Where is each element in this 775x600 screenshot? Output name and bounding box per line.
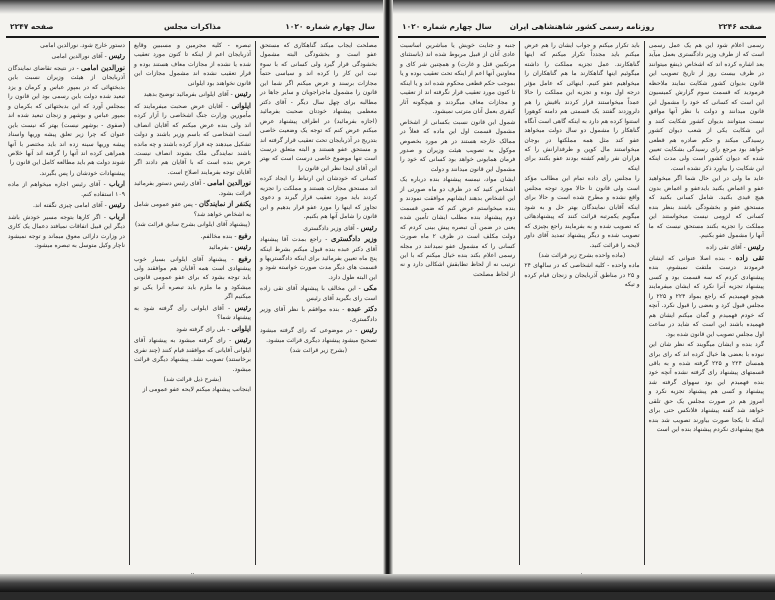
speaker-name: دکتر عبده [347,304,377,314]
paragraph-text: اگر کارها بتوجه مسیر خودش باشد دیگر این قبیل اتفاقات نمیافتد دعمال یک کاری در وزارت دارائی معوق میماند و توجه نمیشود ناچار وکیل متوسل به تبصره میشود. [8,213,125,250]
paragraph-text: را مجلس رأی داده تمام این مطالب مؤکد است ولی قانون تا حالا مورد توجه مجلس واقع نشده و مطرح شده است و حالا برای اینکه آقایان نمایندگان بهتر حل و به شود میگویم یکمرتبه قرائت کنند که پیشنهادهائی که تصویب شده و به بفرمایند راجع بچیزی که تصویب شده و دیگر پیشنهاد تمدید آقای داور لایحه را قرائت کنید. [524,175,640,249]
paragraph-text: دستور خارج شود. نورالدین امامی [40,42,125,49]
speaker-paragraph: رفیع - پیشنهاد آقای ایلوانی بسیار خوب پیشنهادی است همه آقایان هم موافقند ولی باید توجه بشود که برای عفو عمومی قانونی میشکود و ما ملزم باید تبصره آنرا یکی تو میکنیم اگر [134,253,251,301]
right-header-title: روزنامه رسمی کشور شاهنشاهی ایران [509,22,655,31]
scan-bottom-edge [0,574,775,592]
book-gutter [383,0,393,592]
paragraph [524,251,639,260]
speaker-paragraph: ارباب - اگر کارها بتوجه مسیر خودش باشد دیگر این قبیل اتفاقات نمیافتد دعمال یک کاری در وزارت دارائی معوق میماند و توجه نمیشود ناچار وکیل متوسل به تبصره میشود. [8,211,125,250]
paragraph [8,41,125,50]
left-page [4,14,381,579]
speaker-paragraph: رئیس - آقای ایلوانی رأی گرفته شود به پیشنهاد شما؟ [134,302,251,322]
paragraph-text: (بشرح ذیل قرائت شد) [163,375,222,383]
paragraph [134,375,251,384]
text-column [520,41,644,565]
speaker-name: وزیر دادگستری [331,234,378,244]
text-column [396,41,520,565]
paragraph-text: عاید ما ولی در این حال شما اگر میخواهید عفو و اغماض بکنید بایدعفو و اغماض بدون هیچ قیدی بکنید. شامل کسانی بکنید که مستحق عفو و بخشودگی باشند بنظر بنده کسانی که لزومی نیست میخواستند این مملکت را تجزیه بکنند مستحق نیست که ما آنها را مشمول عفو بکنیم. [648,175,764,240]
paragraph [400,41,515,117]
paragraph [134,41,251,88]
left-header-page-label: صفحه ۲۲۴۷ [10,22,54,31]
speaker-name: ارباب [109,179,125,189]
right-page-header [396,20,768,36]
header-rule [6,36,379,38]
speaker-paragraph: تقی زاده - بنده اصلا عنوانی که ایشان فرمودند درست ملتفت نمیشوم، بنده پیشنهادی کردم که سه قسمت بود و کسی پیشنهاد تجزیه آنرا نکرد که ایشان میفرمایند هیچو فهمیدیم که راجع بمواد ۲۲۴ و ۲۲۵ را مجلس قبول کرد و بعضی را قبول نکرد. آنچه که خودم فهمیدم و گمان میکنم ایشان هم فهمیده باشند این است که شاید در ساعت اول مجلس تصویب این قانون شده بود. [648,252,764,338]
speaker-name: رئیس [234,89,251,99]
paragraph-text: بفرمائید [208,244,229,252]
paragraph-text: (ماده واحده بشرح زیر قرائت شد) [538,251,626,259]
paragraph-text: آقای نورالدین امامی [51,53,103,61]
speaker-name: رئیس [234,242,251,252]
speaker-name: ایلوانی [231,323,251,333]
paragraph [134,220,251,229]
paragraph-text: آقای وزیر دادگستری [303,224,355,232]
speaker-paragraph: ارباب - آقای رئیس اجازه میخواهم از ماده ۱۰۹ استفاده کنم. [8,179,125,198]
speaker-paragraph: رئیس - آقای نورالدین امامی [51,51,125,61]
left-page-header [4,20,381,36]
speaker-name: رئیس [747,241,764,251]
paragraph [649,41,764,173]
paragraph-text: پیشنهادات خودشان را پس بگیرند. [39,169,125,177]
speaker-paragraph: یکنفر از نمایندگان - پس عفو عمومی شامل به اشخاص خواهد شد؟ [134,199,252,218]
speaker-name: رفیع [238,230,251,240]
paragraph [260,346,377,355]
paragraph-text: در موضوعی که رای گرفته میشود تصحیح میشود پیشنهاد دیگری قرائت میشود. [260,327,377,344]
left-header-title: مذاکرات مجلس [163,22,222,31]
speaker-paragraph: دکتر عبده - بنده موافقم با نظر آقای وزیر دادگستری. [260,304,377,323]
speaker-name: مکی [363,283,377,293]
paragraph-text: بنده اصلا عنوانی که ایشان فرمودند درست ملتفت نمیشوم، بنده پیشنهادی کردم که سه قسمت بود و کسی پیشنهاد تجزیه آنرا نکرد که ایشان میفرمایند هیچو فهمیدیم که راجع بمواد ۲۲۴ و ۲۲۵ را مجلس قبول کرد و بعضی را قبول نکرد. آنچه که خودم فهمیدم و گمان میکنم ایشان هم فهمیده باشند این است که شاید در ساعت اول مجلس تصویب این قانون شده بود. [648,254,764,338]
speaker-paragraph: نورالدین امامی - آقای رئیس دستور بفرمائید قرائت بشود. [134,178,251,197]
paragraph-text: گرد بنده و ایشان میگویند که نظر شان این نبوده با بعضی ها خیال کرده اند که رای برای همسان ۲۲۴ و ۲۲۵ گرفته شده و به باقی قسمتهای پیشنهاد رای گرفته نشده آنچه خود بنده فهمیدم این بود سهوای گرفته شد پیشنهاد و کسی هم پیشنهاد تجزیه نکرد و امروز هم در صورت مجلس یک حق تلقی خواهد شد گفته پیشنهاد فلانکس حتی برای اینکه تا یکجا صورت بیاورند تصویب شد بنده هیچ پیشنهادی نکردم پیشنهاد بنده این است [648,341,764,434]
right-page-columns [396,41,768,565]
paragraph [524,261,639,289]
left-page-columns [4,41,381,565]
speaker-name: ایلوانی [231,100,251,110]
right-page [396,14,768,579]
speaker-paragraph: رئیس - آقای وزیر دادگستری [303,222,377,232]
paragraph-text: راجع بمدت آقا پیشنهاد آقای دکتر عبده بنده قبول میکنم بشرط اینکه پنج ماه تعیین بفرمائید برای اینکه دادگستریها و قسمت های دیگر مدت صورت خواسته شود و این البته طول دارد. [260,236,377,281]
speaker-paragraph: رئیس - در موضوعی که رای گرفته میشود تصحیح میشود پیشنهاد دیگری قرائت میشود. [260,325,377,344]
paragraph-text: پس عفو عمومی شامل به اشخاص خواهد شد؟ [134,201,251,218]
paragraph-text: باید تکرار میکنم و جواب ایشان را هم عرض میکنم باید مجدداً تکرار میکنم که اینها گناهکارند. عمل تجزیه مملکت را داشته میگوئیم اینها گناهکارند ما هم گناهکاران را میخواهیم عفو کنیم. اینهائی که عامل مؤثر درجه اول بوده و تجزیه این مملکت را حالا عمداً میخواستند قرار کردند باقیش را هم دلروزدند گفتند یک قسمتی هم دامنه کوهورا استنوا کرده هم دارد به اینکه گاهی است آنگاه گناهکار را مشمول دو سال دولت میخواهد عفو کند مثل همه مملکتها در بوجان میخواستند مال کوپن و طرفدارانش را که هزاران نفر راهم کشته بودند عفو بکنند برای اینکه [524,42,640,172]
text-column [645,41,768,565]
paragraph-text: آقایان عرض صحبت میفرمایند که مأمورین وزارت جنگ اشخاصی را آزار کرده اند ولی بنده عرض میکنم که آقایان انصاف است اشخاصی که باسم وزیر باشند و دولت تشکیل میدهند چه قرار کرده باشند و چه مانده باشند نمایندگی ملک بشوند انصاف نیست. عرض بنده است که با آقایان هم دادند اگر آقایان توجه بفرمایند اصلاح است. [134,102,251,176]
paragraph-text: آقای رئیس اجازه میخواهم از ماده ۱۰۹ استفاده کنم. [8,181,125,198]
paragraph-text: در نتیجه تقاضای نمایندگان آذربایجان از هیئت وزیران نسبت باین بدبختهائی که در بمپور عباس و کرمان و یزد تبعید شده دولت باین رسمی بود این قانون را بمجلس آورد که این بدبختهائی که بکرمان و بمپور عباس و بوشهر و زنجان تبعید شده اند (صفوی - بوشهر نیست) بهتر که نیست باین عنوان که چرا زیر تعلق پیشه وریها واسناد پیشه وریها سینه زده اند باید مختصر با آنها همراهی کرده اند آنها را گرفته اند آنها خلاص شوند دولت هم باید مطالعه کامل این قانون را [8,64,125,167]
speaker-paragraph: ایلوانی - بلی رای گرفته شود [176,323,251,333]
right-header-issue: سال چهارم شماره ۱۰۲۰ [402,22,492,31]
speaker-name: نورالدین امامی [207,178,251,188]
paragraph-text: بلی رای گرفته شود [176,325,226,333]
left-header-issue: سال چهارم شماره ۱۰۲۰ [285,22,375,31]
speaker-name: ارباب [109,211,125,221]
paragraph-text: پیشنهاد آقای ایلوانی بسیار خوب پیشنهادی است همه آقایان هم موافقند ولی باید توجه بشود که برای عفو عمومی قانونی میشکود و ما ملزم باید تبصره آنرا یکی تو میکنیم اگر [134,255,251,301]
paragraph-text: بنده مخالفم. [200,232,233,240]
speaker-name: تقی زاده [735,252,764,262]
paragraph-text: رسمی اعلام شود این هم یک عمل رسمی است که از طرف وزیر دادگستری بعمل میآید بعد اشاره کرده اند که اشخاص ذینفع میتوانند در ظرف بیست روز از تاریخ تصویب این قانون بدیوان کشور شکایت نمایند ملاحظه فرمودید که قسمت سوم گزارش کمیسیون این است که کسانی که خود را مشمول این قانون میدانند و دولت با نظر آنها موافق نیست میتوانند بدیوان کشور شکایت کنند و این شکایت یکی از شعب دیوان کشور رسیدگی میکند و حکم صادره هم قطعی خواهد بود مرجع رای رسیدگی بشکایت تعیین شده که دیوان کشور است ولی مدت اینکه این شکایت را بیاورد ذکر نشده است. [648,42,764,172]
paragraph-text: آقای امامی چیزی نگفته اند. [33,202,103,210]
speaker-paragraph: نورالدین امامی - در نتیجه تقاضای نمایندگان آذربایجان از هیئت وزیران نسبت باین بدبختهائی که در بمپور عباس و کرمان و یزد تبعید شده دولت باین رسمی بود این قانون را بمجلس آورد که این بدبختهائی که بکرمان و بمپور عباس و بوشهر و زنجان تبعید شده اند (صفوی - بوشهر نیست) بهتر که نیست باین عنوان که چرا زیر تعلق پیشه وریها واسناد پیشه وریها سینه زده اند باید مختصر با آنها همراهی کرده اند آنها را گرفته اند آنها خلاص شوند دولت هم باید مطالعه کامل این قانون را [8,62,125,167]
paragraph [260,174,377,221]
paragraph-text: جنبه و جنایت خویش یا مباشرین اساسیت عادی آنان از قبیل مربوط شده اند (باستثنای مرتکبین قتل و غارت) و همچنین شر کای و معاونین آنها اعم از اینکه تحت تعقیب بوده و یا بموجب حکم قطعی محکوم شده اند و یا اینکه تا کنون مورد تعقیب قرار نگرفته اند از تعقیب و مجازات معاف میگردند و هیچگونه آثار کیفری بعمل آنان مترتب نمیشود. [400,42,516,116]
speaker-name: رئیس [108,200,125,210]
paragraph-text: آقای تقی زاده [706,243,742,251]
paragraph-text: آقای رئیس دستور بفرمائید قرائت بشود. [134,180,251,197]
paragraph [260,41,377,173]
paragraph-text: آقای ایلوانی بفرمائید توضیح بدهید [143,91,229,99]
speaker-name: نورالدین امامی [80,62,125,72]
right-header-page-label: صفحه ۲۲۴۶ [718,22,762,31]
speaker-paragraph: رئیس - آقای ایلوانی بفرمائید توضیح بدهید [143,89,251,99]
speaker-paragraph: ایلوانی - آقایان عرض صحبت میفرمایند که مأمورین وزارت جنگ اشخاصی را آزار کرده اند ولی بنده عرض میکنم که آقایان انصاف است اشخاصی که باسم وزیر باشند و دولت تشکیل میدهند چه قرار کرده باشند و چه مانده باشند نمایندگی ملک بشوند انصاف نیست. عرض بنده است که با آقایان هم دادند اگر آقایان توجه بفرمایند اصلاح است. [134,100,251,176]
paragraph [134,385,251,394]
paragraph-text: آقای ایلوانی رأی گرفته شود به پیشنهاد شما؟ [134,304,251,322]
paragraph [524,174,639,250]
paragraph [649,174,764,240]
speaker-name: رفیع [238,253,251,263]
speaker-paragraph: رئیس - آقای امامی چیزی نگفته اند. [33,200,125,210]
paragraph-text: (بشرح زیر قرائت شد) [290,347,347,355]
speaker-name: رئیس [234,335,251,345]
speaker-paragraph: رئیس - رای گرفته میشود به پیشنهاد آقای ایلوانی آقایانی که موافقند قیام کنند (چند نفری برخاستند) تصویب نشد. پیشنهاد دیگری قرائت میشود. [134,335,251,373]
paragraph-text: مصلحت ایجاب میکند گناهکاری که مستحق عفو است و بخشودگی البته مشمول بخشودگی قرار گیرد ولی کسانی که با سوء نیت این کار را کرده اند و سیاسی حتماً مجازات برسند و عرض میکنم اگر شما این قانون را مشمول ماجراجویان و سایر جاها در مطالبه برای چهل سال دیگر - آقای دکتر معظمی پیشنهاد خودتان صحبت بفرمائید (اجازه بفرمائید) در اطراف پیشنهاد عرض میکنم عرض کنم که توجه یک وضعیت خاصی بتدریج در آذربایجان تحت تعقیب قرار گرفته اند و مستحق عفو هستند و البته متعلق درست است تنها موضوع خاصی درست است که بهتر این آقای اینجا نظر این قانون را [260,42,377,172]
speaker-name: رئیس [234,302,251,312]
speaker-paragraph: رئیس - بفرمائید [208,242,251,252]
text-column [4,41,130,565]
paragraph [400,175,515,279]
paragraph-text: تبصره - کلیه مجرمین و مسببین وقایع آذربایجان اعم از اینکه تا کنون مورد تعقیب شده یا نشده از مجازات معاف هستند بوده و قرار تعقیب نشده اند مشمول مجازات این قانون نخواهند بود ایلوانی [134,42,251,87]
speaker-name: رئیس [360,325,377,335]
paragraph [524,41,639,173]
paragraph-text: (پیشنهاد آقای ایلوانی بشرح سابق قرائت شد) [135,221,250,229]
header-rule [398,36,766,38]
paragraph-text: ماده واحده - کلیه اشخاصی که در سالهای ۲۴ و ۲۵ در مناطق آذربایجان و زنجان قیام کرده و تیکه [524,262,640,289]
paragraph-text: این مخالف با پیشنهاد آقای تقی زاده است رای بگیرید آقای رئیس [260,285,377,302]
speaker-name: رئیس [108,51,125,61]
paragraph-text: بنده موافقم با نظر آقای وزیر دادگستری. [260,306,377,323]
speaker-paragraph: مکی - این مخالف با پیشنهاد آقای تقی زاده است رای بگیرید آقای رئیس [260,283,377,302]
paragraph-text: ایشان مواد، نیمسه پیشنهاد بنده درباره یک اشخاص کنید که در ظرف دو ماه صورتی از این اشخاص بدهند ایشانهم موافقت نمودند و بنده میخواستم عرض کنم که ضمن قسمت دوم پیشنهاد بنده مطلب ایشان تأمین شده یعنی در ضمن آن تبصره پیش بینی کردم که دولت مکلف است در ظرف ۲ ماه صورت کسانی را که مشمول عفو نمیدانند در مجله رسمی اعلام بکند بنده خیال میکنم که با این ترتیب نه از لحاظ تطابقش اشکالی دارد و نه از لحاظ مصلحت [400,176,516,278]
text-column [130,41,256,565]
text-column [256,41,381,565]
speaker-name: رئیس [360,222,377,232]
paragraph [649,340,764,435]
speaker-paragraph: رفیع - بنده مخالفم. [200,230,251,240]
speaker-name: یکنفر از نمایندگان [198,199,252,209]
paragraph-text: کسانی که خودشان این ارتباط را ایجاد کرده اند مستحق مجازات هستند و مملکت را تجزیه کردند باید مورد تعقیب قرار گیرند و دعوی تجاوز که اینها را مورد عفو قرار بدهیم و این قانون را شامل آنها هم بکنیم. [260,175,377,221]
paragraph-text: رای گرفته میشود به پیشنهاد آقای ایلوانی آقایانی که موافقند قیام کنند (چند نفری برخاستند) تصویب نشد. پیشنهاد دیگری قرائت میشود. [134,337,251,373]
paragraph [400,118,515,175]
speaker-paragraph: رئیس - آقای تقی زاده [706,241,764,251]
paragraph-text: شمول این قانون نسبت بکسانی از اشخاص مشمول قسمت اول این ماده که فعلاً در ممالک خارجه هستند در هر مورد بخصوص موکول به تصویب هیئت وزیران و صدور فرمان همایونی خواهد بود کسانی که خود را مشمول این قانون میدانند و دولت [400,118,516,173]
paragraph-text: اینجانب پیشنهاد میکنم لایحه عفو عمومی از [142,386,251,394]
paragraph [8,169,125,178]
speaker-paragraph: وزیر دادگستری - راجع بمدت آقا پیشنهاد آقای دکتر عبده بنده قبول میکنم بشرط اینکه پنج ماه تعیین بفرمائید برای اینکه دادگستریها و قسمت های دیگر مدت صورت خواسته شود و این البته طول دارد. [260,234,378,281]
